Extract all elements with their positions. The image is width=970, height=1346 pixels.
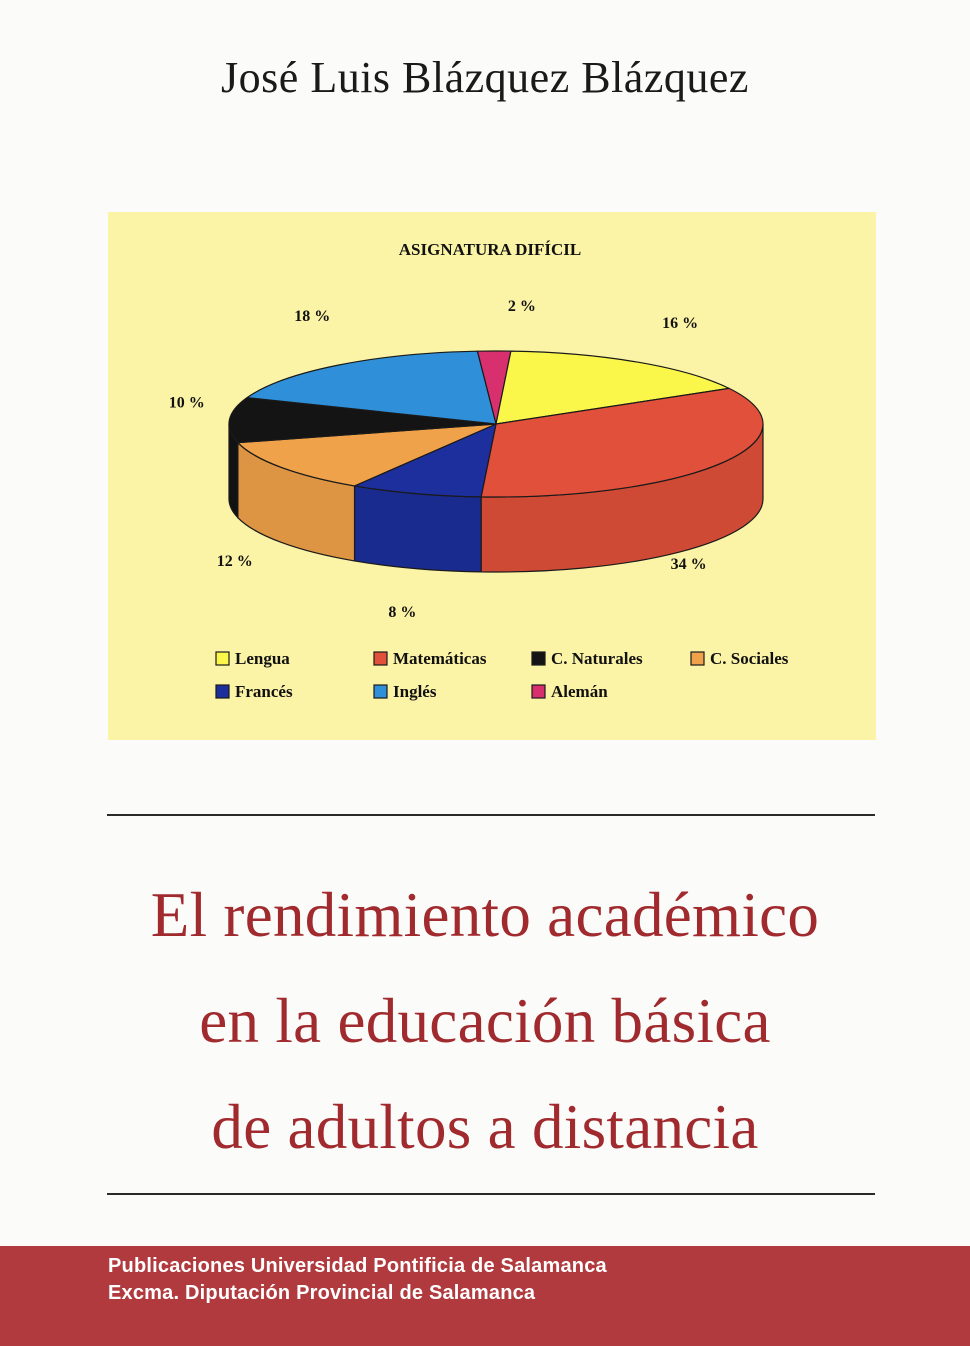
- pie-chart: [108, 212, 876, 740]
- pie-label-alem-n: 2 %: [507, 297, 536, 315]
- legend-item-matem-ticas: [374, 649, 487, 668]
- publisher-band: [0, 1246, 970, 1346]
- legend-swatch: [374, 652, 387, 665]
- legend-label: Alemán: [551, 682, 608, 701]
- author-name: José Luis Blázquez Blázquez: [221, 53, 749, 102]
- legend-item-franc-s: [216, 682, 293, 701]
- publisher-line-1: Publicaciones Universidad Pontificia de Salamanca: [108, 1255, 607, 1277]
- legend-swatch: [216, 685, 229, 698]
- legend-label: Matemáticas: [393, 649, 487, 668]
- chart-panel: [108, 212, 876, 740]
- legend-label: Inglés: [393, 682, 437, 701]
- legend-item-c-sociales: [691, 649, 789, 668]
- title-line-2: en la educación básica: [199, 986, 771, 1056]
- chart-legend: [216, 649, 789, 701]
- legend-swatch: [216, 652, 229, 665]
- legend-label: C. Sociales: [710, 649, 789, 668]
- pie-label-matem-ticas: 34 %: [670, 555, 707, 573]
- pie-top-layer: [229, 351, 763, 497]
- legend-item-ingl-s: [374, 682, 437, 701]
- legend-item-c-naturales: [532, 649, 643, 668]
- legend-label: Lengua: [235, 649, 290, 668]
- legend-item-lengua: [216, 649, 290, 668]
- title-line-1: El rendimiento académico: [150, 880, 820, 950]
- pie-side-franc-s: [355, 486, 482, 572]
- legend-item-alem-n: [532, 682, 608, 701]
- legend-label: Francés: [235, 682, 293, 701]
- publisher-line-2: Excma. Diputación Provincial de Salamanca: [108, 1282, 536, 1304]
- pie-label-ingl-s: 18 %: [294, 307, 331, 325]
- title-line-3: de adultos a distancia: [211, 1092, 759, 1162]
- legend-label: C. Naturales: [551, 649, 643, 668]
- divider-top: [107, 814, 875, 816]
- pie-label-c-naturales: 10 %: [168, 394, 205, 412]
- legend-swatch: [532, 652, 545, 665]
- chart-title: ASIGNATURA DIFÍCIL: [398, 240, 582, 259]
- pie-label-c-sociales: 12 %: [216, 553, 253, 571]
- legend-swatch: [691, 652, 704, 665]
- legend-swatch: [374, 685, 387, 698]
- pie-label-franc-s: 8 %: [388, 603, 417, 621]
- pie-label-lengua: 16 %: [662, 315, 699, 333]
- book-title: [60, 862, 910, 1180]
- legend-swatch: [532, 685, 545, 698]
- divider-bottom: [107, 1193, 875, 1195]
